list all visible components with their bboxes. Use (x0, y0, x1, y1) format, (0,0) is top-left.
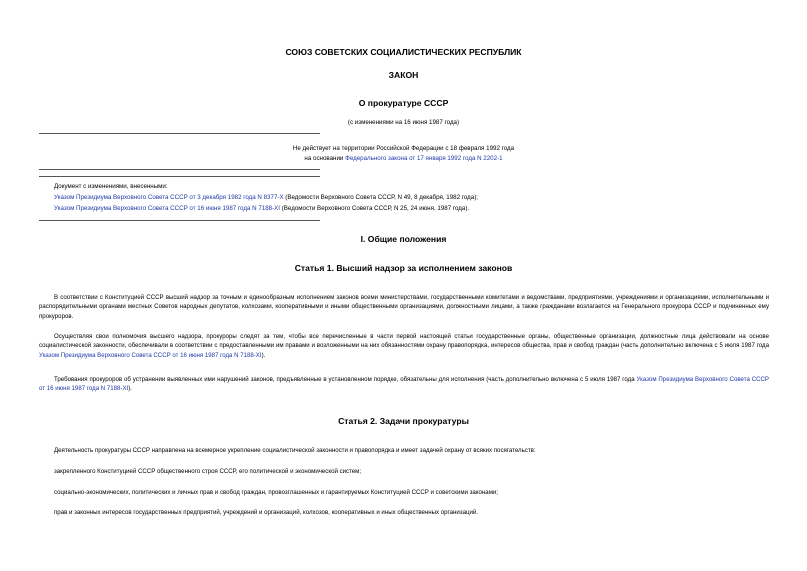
changes-item-suffix: (Ведомости Верховного Совета СССР, N 25, 24 июня, 1987 года). (280, 205, 470, 212)
divider (39, 176, 320, 177)
decree-link-1982[interactable]: Указом Президиума Верховного Совета СССР от 3 декабря 1982 года N 8377-X (54, 194, 284, 201)
article-1-paragraph-3 (39, 375, 769, 394)
changes-intro: Документ с изменениями, внесенными: (54, 183, 168, 190)
decree-link-1987[interactable]: Указом Президиума Верховного Совета СССР от 16 июня 1987 года N 7188-XI (39, 351, 262, 359)
article-2-title: Статья 2. Задачи прокуратуры (338, 416, 469, 426)
paragraph-end: ). (128, 385, 132, 393)
article-2-intro: Деятельность прокуратуры СССР направлена на всемерное укрепление социалистической законности и правопорядка и имеет задачей охрану от всяких посягательств: (54, 447, 536, 454)
article-1-paragraph-2 (39, 332, 769, 360)
status-line-2 (0, 154, 807, 163)
divider (39, 133, 320, 134)
article-1-paragraph-1: В соответствии с Конституцией СССР высший надзор за точным и единообразным исполнением законов всеми министерствами, государственными комитетами и ведомствами, предприятиями, учреждениями и организациями, исполнительными и распорядительными органами местных Советов народных депутатов, колхозами, кооперативными и иными общественными организациями, должностными лицами, а также гражданами возлагается на Генерального прокурора СССР и подчиненных ему прокуроров. (39, 294, 769, 320)
status-prefix: на основании (304, 155, 346, 162)
divider (39, 169, 320, 170)
paragraph-text: Требования прокуроров об устранении выявленных ими нарушений законов, предъявленные в установленном порядке, обязательны для исполнения (часть дополнительно включена с 5 июля 1987 года (54, 376, 637, 383)
divider (39, 220, 320, 221)
paragraph-end: ). (261, 351, 266, 359)
document-type: ЗАКОН (388, 70, 419, 80)
changes-item (54, 204, 469, 213)
list-item: закрепленного Конституцией СССР общественного строя СССР, его политической и экономической систем; (54, 468, 362, 475)
list-item: прав и законных интересов государственных предприятий, учреждений и организаций, колхозов, кооперативных и иных общественных организаций. (54, 509, 478, 516)
changes-item-suffix: (Ведомости Верховного Совета СССР, N 49, 8 декабря, 1982 года); (283, 194, 479, 201)
article-1-title: Статья 1. Высший надзор за исполнением законов (294, 263, 513, 273)
amendments-note: (с изменениями на 16 июня 1987 года) (347, 119, 460, 126)
list-item: социально-экономических, политических и личных прав и свобод граждан, провозглашенных и гарантируемых Конституцией СССР и советскими законами; (54, 489, 498, 496)
union-heading: СОЮЗ СОВЕТСКИХ СОЦИАЛИСТИЧЕСКИХ РЕСПУБЛИК (285, 47, 522, 57)
federal-law-link[interactable]: Федерального закона от 17 января 1992 года N 2202-1 (345, 155, 503, 162)
page-title: О прокуратуре СССР (358, 98, 449, 108)
status-line-1: Не действует на территории Российской Федерации с 18 февраля 1992 года (292, 145, 515, 152)
changes-item (54, 193, 478, 202)
paragraph-text: Осуществляя свои полномочия высшего надзора, прокуроры следят за тем, чтобы все перечисленные в части первой настоящей статьи государственные органы, общественные организации, должностные лица действовали на основе социалистической законности, обеспечивали в соответствии с предоставленными им правами и возложенными на них обязанностями охрану правопорядка, интересов общества, прав и свобод граждан (часть дополнительно включена с 5 июля 1987 года (39, 333, 769, 350)
section-title: I. Общие положения (360, 234, 447, 244)
decree-link-1987[interactable]: Указом Президиума Верховного Совета СССР от 16 июня 1987 года N 7188-XI (54, 205, 280, 212)
decree-link-1987[interactable]: Указом Президиума Верховного Совета СССР от 16 июня 1987 года N 7188-XI (39, 376, 769, 393)
